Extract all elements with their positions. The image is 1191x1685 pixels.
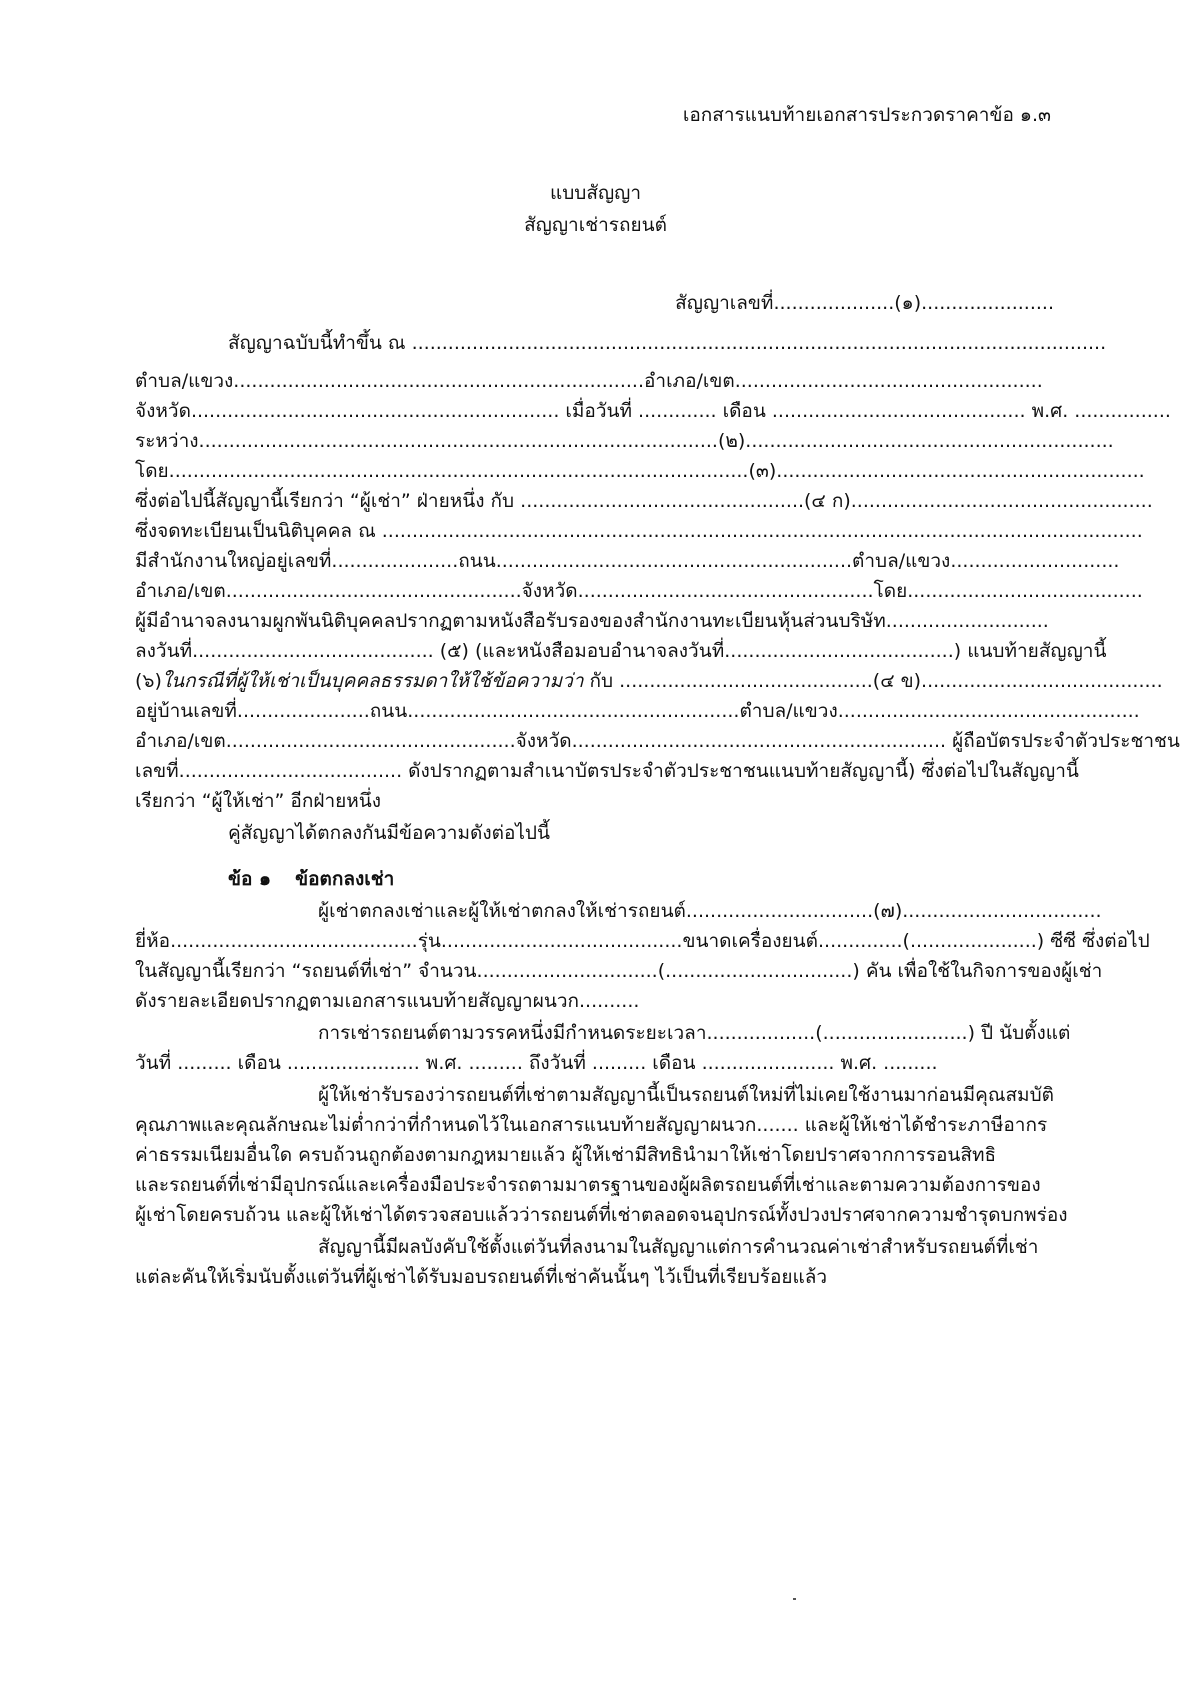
province-date-line: จังหวัด............................................................. เมื่อวันที่ ............. เดือน .......................................... พ.ศ. ................ <box>135 400 1171 422</box>
contract-place-line: สัญญาฉบับนี้ทำขึ้น ณ ................................................................................................................... <box>228 332 1107 354</box>
house-address-line: อยู่บ้านเลขที่......................ถนน.......................................................ตำบล/แขวง.................................................. <box>135 700 1140 722</box>
lessor-definition-line: เรียกว่า “ผู้ให้เช่า” อีกฝ่ายหนึ่ง <box>135 790 382 812</box>
scan-speck <box>793 1598 796 1600</box>
effective-date-line-1: สัญญานี้มีผลบังคับใช้ตั้งแต่วันที่ลงนามในสัญญาแต่การคำนวณค่าเช่าสำหรับรถยนต์ที่เช่า <box>318 1236 1039 1258</box>
by-line: โดย................................................................................................(๓)............................................................. <box>135 460 1145 482</box>
contract-title: สัญญาเช่ารถยนต์ <box>524 214 667 236</box>
period-dates-line: วันที่ ......... เดือน ...................... พ.ศ. ......... ถึงวันที่ ......... เดือน ...................... พ.ศ. ......... <box>135 1052 938 1074</box>
warranty-paragraph-line-2: คุณภาพและคุณลักษณะไม่ต่ำกว่าที่กำหนดไว้ในเอกสารแนบท้ายสัญญาผนวก....... และผู้ให้เช่าได้ชำระภาษีอากร <box>135 1114 1048 1136</box>
id-number-line: เลขที่..................................... ดังปรากฏตามสำเนาบัตรประจำตัวประชาชนแนบท้ายสัญญานี้) ซึ่งต่อไปในสัญญานี้ <box>135 760 1079 782</box>
lessee-line: ซึ่งต่อไปนี้สัญญานี้เรียกว่า “ผู้เช่า” ฝ่ายหนึ่ง กับ ...............................................(๔ ก).................................................. <box>135 490 1153 512</box>
contract-number-line: สัญญาเลขที่....................(๑)...................... <box>675 292 1054 314</box>
head-office-line: มีสำนักงานใหญ่อยู่เลขที่.....................ถนน...........................................................ตำบล/แขวง............................ <box>135 550 1120 572</box>
registration-line: ซึ่งจดทะเบียนเป็นนิติบุคคล ณ .............................................................................................................................. <box>135 520 1143 542</box>
effective-date-line-2: แต่ละคันให้เริ่มนับตั้งแต่วันที่ผู้เช่าได้รับมอบรถยนต์ที่เช่าคันนั้นๆ ไว้เป็นที่เรียบร้อยแล้ว <box>135 1266 828 1288</box>
form-title: แบบสัญญา <box>549 182 641 204</box>
clause-1-title: ข้อตกลงเช่า <box>295 868 395 890</box>
rental-period-line: การเช่ารถยนต์ตามวรรคหนึ่งมีกำหนดระยะเวลา..................(........................) ปี นับตั้งแต่ <box>318 1022 1071 1044</box>
attachment-reference: เอกสารแนบท้ายเอกสารประกวดราคาข้อ ๑.๓ <box>682 104 1051 126</box>
clause-1-heading <box>228 866 394 892</box>
agreement-intro: คู่สัญญาได้ตกลงกันมีข้อความดังต่อไปนี้ <box>228 822 550 844</box>
clause-1-number: ข้อ ๑ <box>228 868 272 890</box>
warranty-paragraph-line-4: และรถยนต์ที่เช่ามีอุปกรณ์และเครื่องมือประจำรถตามมาตรฐานของผู้ผลิตรถยนต์ที่เช่าและตามความต้องการของ <box>135 1174 1041 1196</box>
id-card-holder-line: อำเภอ/เขต................................................จังหวัด.............................................................. ผู้ถือบัตรประจำตัวประชาชน <box>135 730 1180 752</box>
warranty-paragraph-line-1: ผู้ให้เช่ารับรองว่ารถยนต์ที่เช่าตามสัญญานี้เป็นรถยนต์ใหม่ที่ไม่เคยใช้งานมาก่อนมีคุณสมบัติ <box>318 1084 1054 1106</box>
rental-agreement-line: ผู้เช่าตกลงเช่าและผู้ให้เช่าตกลงให้เช่ารถยนต์...............................(๗)................................. <box>318 900 1102 922</box>
between-line: ระหว่าง......................................................................................(๒)............................................................. <box>135 430 1114 452</box>
warranty-paragraph-line-5: ผู้เช่าโดยครบถ้วน และผู้ให้เช่าได้ตรวจสอบแล้วว่ารถยนต์ที่เช่าตลอดจนอุปกรณ์ทั้งปวงปราศจากความชำรุดบกพร่อง <box>135 1204 1068 1226</box>
individual-case-note: ในกรณีที่ผู้ให้เช่าเป็นบุคคลธรรมดาให้ใช้ข้อความว่า <box>161 670 584 692</box>
annex-details-line: ดังรายละเอียดปรากฏตามเอกสารแนบท้ายสัญญาผนวก.......... <box>135 990 640 1012</box>
rented-car-definition-line: ในสัญญานี้เรียกว่า “รถยนต์ที่เช่า” จำนวน..............................(...............................) คัน เพื่อใช้ในกิจการของผู้เช่า <box>135 960 1103 982</box>
individual-with-line: กับ ..........................................(๔ ข)........................................ <box>583 670 1163 692</box>
warranty-paragraph-line-3: ค่าธรรมเนียมอื่นใด ครบถ้วนถูกต้องตามกฎหมายแล้ว ผู้ให้เช่ามีสิทธินำมาให้เช่าโดยปราศจากการรอนสิทธิ <box>135 1144 997 1166</box>
authorized-signatory-line: ผู้มีอำนาจลงนามผูกพันนิติบุคคลปรากฏตามหนังสือรับรองของสำนักงานทะเบียนหุ้นส่วนบริษัท........................... <box>135 610 1049 632</box>
brand-model-line: ยี่ห้อ.........................................รุ่น........................................ขนาดเครื่องยนต์..............(.....................) ซีซี ซึ่งต่อไป <box>135 930 1150 952</box>
district-province-line: อำเภอ/เขต.................................................จังหวัด.................................................โดย....................................... <box>135 580 1143 602</box>
note-marker: (๖) <box>135 670 162 692</box>
subdistrict-line: ตำบล/แขวง....................................................................อำเภอ/เขต................................................... <box>135 370 1043 392</box>
dated-line: ลงวันที่........................................ (๕) (และหนังสือมอบอำนาจลงวันที่......................................) แนบท้ายสัญญานี้ <box>135 640 1107 662</box>
individual-lessor-line <box>135 668 1163 694</box>
